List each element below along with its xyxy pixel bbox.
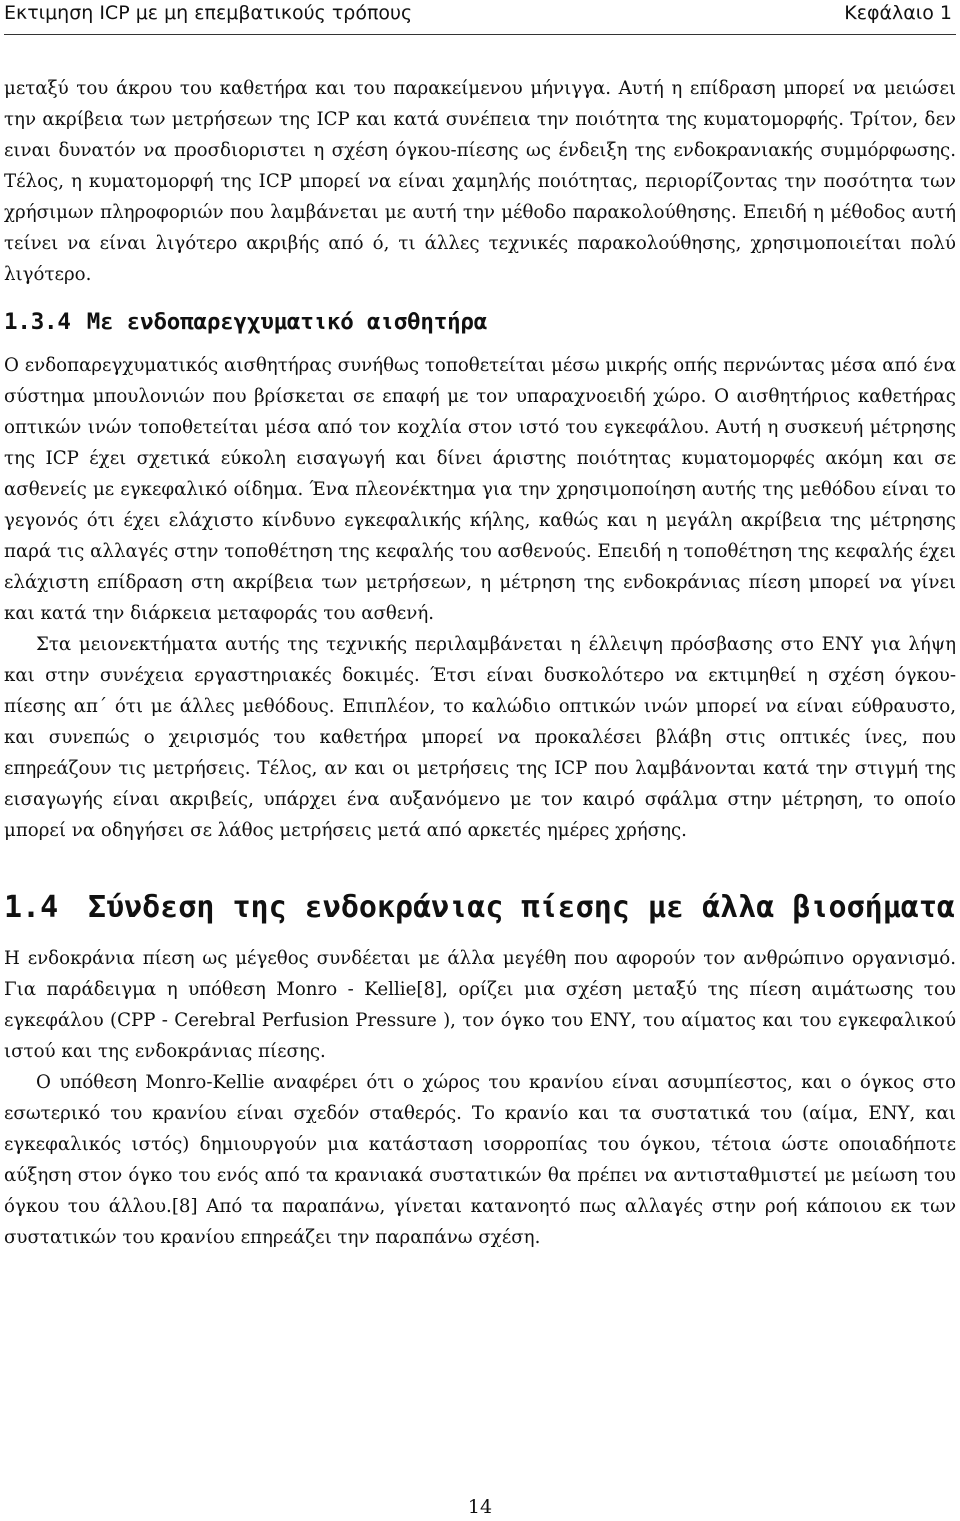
- running-header: [4, 0, 956, 35]
- section-number: 1.4: [4, 890, 59, 925]
- section-number: 1.3.4: [4, 309, 71, 335]
- intro-paragraph: μεταξύ του άκρου του καθετήρα και του παρακείμενου μήνιγγα. Αυτή η επίδραση μπορεί να μειώσει την ακρίβεια των μετρήσεων της ICP και κατά συνέπεια την ποιότητα της κυματομορφής. Τρίτον, δεν ειναι δυνατόν να προσδιοριστει η σχέση όγκου-πίεσης ως ένδειξη της ενδοκρανιακής συμμόρφωσης. Τέλος, η κυματομορφή της ICP μπορεί να είναι χαμηλής ποιότητας, περιορίζοντας την ποσότητα των χρήσιμων πληροφοριών που λαμβάνεται με αυτή την μέθοδο παρακολούθησης. Επειδή η μέθοδος αυτή τείνει να είναι λιγότερο ακριβής από ό, τι άλλες τεχνικές παρακολούθησης, χρησιμοποιείται πολύ λιγότερο.: [4, 78, 956, 285]
- header-title: Εκτιμηση ICP με μη επεμβατικούς τρόπους: [4, 2, 413, 24]
- section-heading-1-4: [4, 884, 956, 931]
- section-title: Σύνδεση της ενδοκράνιας πίεσης με άλλα βιοσήματα: [88, 890, 955, 925]
- section-1-3-4-paragraph-1: Ο ενδοπαρεγχυματικός αισθητήρας συνήθως τοποθετείται μέσω μικρής οπής περνώντας μέσα από ένα σύστημα μπουλονιών που βρίσκεται σε επαφή με τον υπαραχνοειδή χώρο. Ο αισθητήριος καθετήρας οπτικών ινών τοποθετείται μέσα από τον κοχλία στον ιστό του εγκεφάλου. Αυτή η συσκευή μέτρησης της ICP έχει σχετικά εύκολη εισαγωγή και δίνει άριστης ποιότητας κυματομορφές ακόμη και σε ασθενείς με εγκεφαλικό οίδημα. Ένα πλεονέκτημα για την χρησιμοποίηση αυτής της μεθόδου είναι το γεγονός ότι έχει ελάχιστο κίνδυνο εγκεφαλικής κήλης, καθώς και η μεγάλη ακρίβεια της μέτρησης παρά τις αλλαγές στην τοποθέτηση της κεφαλής του ασθενούς. Επειδή η τοποθέτηση της κεφαλής έχει ελάχιστη επίδραση στη ακρίβεια των μετρήσεων, η μέτρηση της ενδοκράνιας πίεση μπορεί να γίνει και κατά την διάρκεια μεταφοράς του ασθενή.: [4, 355, 956, 624]
- section-title: Με ενδοπαρεγχυματικό αισθητήρα: [86, 309, 488, 335]
- page-content: [4, 35, 956, 1253]
- section-heading-1-3-4: [4, 306, 956, 338]
- header-chapter: Κεφάλαιο 1: [844, 2, 952, 24]
- section-1-3-4-paragraph-2: Στα μειονεκτήματα αυτής της τεχνικής περιλαμβάνεται η έλλειψη πρόσβασης στο ΕΝΥ για λήψη και στην συνέχεια εργαστηριακές δοκιμές. Έτσι είναι δυσκολότερο να εκτιμηθεί η σχέση όγκου-πίεσης απ΄ ότι με άλλες μεθόδους. Επιπλέον, το καλώδιο οπτικών ινών μπορεί να είναι εύθραυστο, και συνεπώς ο χειρισμός του καθετήρα μπορεί να προκαλέσει βλάβη στις οπτικές ίνες, που επηρεάζουν τις μετρήσεις. Τέλος, αν και οι μετρήσεις της ICP που λαμβάνονται κατά την στιγμή της εισαγωγής είναι ακριβείς, υπάρχει ένα αυξανόμενο με τον καιρό σφάλμα στην μέτρηση, το οποίο μπορεί να οδηγήσει σε λάθος μετρήσεις μετά από αρκετές ημέρες χρήσης.: [4, 634, 956, 841]
- section-1-4-paragraph-2: Ο υπόθεση Monro-Kellie αναφέρει ότι ο χώρος του κρανίου είναι ασυμπίεστος, και ο όγκος στο εσωτερικό του κρανίου είναι σχεδόν σταθερός. Το κρανίο και τα συστατικά του (αίμα, ΕΝΥ, και εγκεφαλικός ιστός) δημιουργούν μια κατάσταση ισορροπίας του όγκου, τέτοια ώστε οποιαδήποτε αύξηση στον όγκο του ενός από τα κρανιακά συστατικών θα πρέπει να αντισταθμιστεί με μείωση του όγκου του άλλου.[8] Από τα παραπάνω, γίνεται κατανοητό πως αλλαγές στην ροή κάποιου εκ των συστατικών του κρανίου επηρεάζει την παραπάνω σχέση.: [4, 1072, 956, 1248]
- section-1-4-paragraph-1: Η ενδοκράνια πίεση ως μέγεθος συνδέεται με άλλα μεγέθη που αφορούν τον ανθρώπινο οργανισμό. Για παράδειγμα η υπόθεση Monro - Kellie[8], ορίζει μια σχέση μεταξύ της πίεση αιμάτωσης του εγκεφάλου (CPP - Cerebral Perfusion Pressure ), τον όγκο του ΕΝΥ, του αίματος και του εγκεφαλικού ιστού και της ενδοκράνιας πίεσης.: [4, 948, 956, 1062]
- page-number: 14: [467, 1496, 493, 1518]
